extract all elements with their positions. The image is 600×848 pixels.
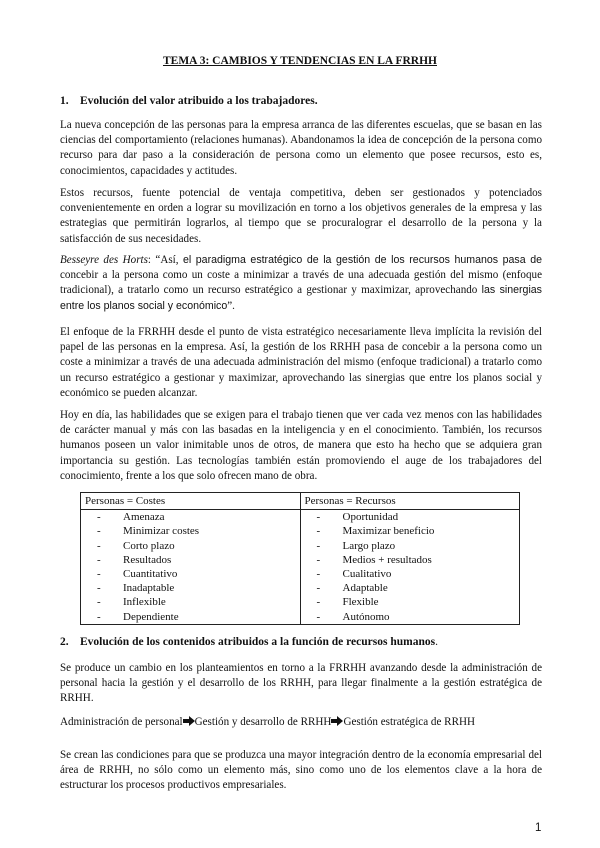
paragraph-2: Estos recursos, fuente potencial de ventaja competitiva, deben ser gestionados y potenciados convenientemente en orden a lograr su movilización en torno a los objetivos generales de la empresa y las estrategias que permitirán lograrlos, al tiempo que se procuralograr el desarrollo de la persona y la satisfacción de sus necesidades. xyxy=(60,187,542,245)
section-1-heading xyxy=(60,95,318,107)
list-dash: - xyxy=(316,511,321,524)
page-number: 1 xyxy=(535,822,542,834)
section-2-paragraph-1: Se produce un cambio en los planteamientos en torno a la FRRHH avanzando desde la administración de personal hacia la gestión y el desarrollo de los RRHH, para llegar finalmente a la gestión estratégica de RRHH. xyxy=(60,662,542,705)
table-list-item xyxy=(85,581,296,595)
section-2-heading-end: . xyxy=(435,636,438,648)
list-dash: - xyxy=(97,511,101,524)
list-dash: - xyxy=(316,553,321,566)
list-item-text: Oportunidad xyxy=(342,511,399,524)
section-2-heading-text: Evolución de los contenidos atribuidos a la función de recursos humanos xyxy=(80,636,436,648)
table-list-item xyxy=(305,595,516,609)
page-title: TEMA 3: CAMBIOS Y TENDENCIAS EN LA FRRHH xyxy=(162,55,437,67)
list-dash: - xyxy=(97,539,101,552)
list-dash: - xyxy=(316,525,321,538)
section-1-heading-text: Evolución del valor atribuido a los trabajadores. xyxy=(80,95,318,107)
paragraph-1: La nueva concepción de las personas para la empresa arranca de las diferentes escuelas, que se basan en las ciencias del comportamiento (relaciones humanas). Abandonamos la idea de concepción de la persona como recurso para dar paso a la consideración de persona como un elemento que posee recursos, esto es, conocimientos, capacidades y actitudes. xyxy=(60,119,542,177)
list-item-text: Maximizar beneficio xyxy=(342,525,435,538)
list-dash: - xyxy=(316,568,321,581)
table-list-item xyxy=(305,610,516,624)
list-item-text: Inadaptable xyxy=(123,582,175,595)
section-2-paragraph-2: Se crean las condiciones para que se produzca una mayor integración dentro de la economía empresarial del área de RRHH, no sólo como un elemento más, sino como uno de los elementos clave a la hora de estructurar los procesos productivos empresariales. xyxy=(60,749,542,792)
recursos-column xyxy=(300,510,520,625)
table-list-item xyxy=(85,510,296,524)
list-item-text: Cuantitativo xyxy=(123,568,178,581)
list-dash: - xyxy=(97,568,101,581)
list-dash: - xyxy=(316,539,321,552)
comparison-table xyxy=(80,492,520,625)
quote-body: concebir a la persona como un coste a minimizar a través de una adecuada gestión del mismo (enfoque tradicional), a tratarlo como un recurso estratégico a gestionar y maximizar, aprovechando xyxy=(60,269,542,297)
flow-line xyxy=(60,715,542,730)
list-item-text: Cualitativo xyxy=(342,568,392,581)
table-list-item xyxy=(305,539,516,553)
list-dash: - xyxy=(97,582,101,595)
section-2-number: 2. xyxy=(60,636,69,648)
arrow-right-icon xyxy=(331,715,343,727)
list-item-text: Resultados xyxy=(123,553,172,566)
flow-step-3: Gestión estratégica de RRHH xyxy=(343,716,475,728)
table-list-item xyxy=(85,524,296,538)
paragraph-4: El enfoque de la FRRHH desde el punto de vista estratégico necesariamente lleva implícita la revisión del papel de las personas en la empresa. Así, la gestión de los RRHH pasa de concebir a la persona como un coste a minimizar a través de una adecuada administración del mismo (enfoque tradicional) a tratarlo como un recurso estratégico a gestionar y maximizar, aprovechando las sinergias que entre los planos social y económico se pueden alcanzar. xyxy=(60,326,542,399)
section-2-heading xyxy=(60,636,438,648)
table-body-row xyxy=(81,510,520,625)
flow-step-1: Administración de personal xyxy=(60,716,183,728)
table-list-item xyxy=(85,553,296,567)
list-dash: - xyxy=(97,596,101,609)
list-dash: - xyxy=(97,553,101,566)
arrow-right-icon xyxy=(183,715,195,727)
costes-column xyxy=(81,510,301,625)
list-dash: - xyxy=(97,525,101,538)
list-dash: - xyxy=(97,610,101,623)
quote-highlight-1: el paradigma estratégico de la gestión de los recursos humanos pasa de xyxy=(182,254,542,266)
table-header-costes: Personas = Costes xyxy=(81,493,301,510)
quote-paragraph xyxy=(60,253,542,314)
flow-step-2: Gestión y desarrollo de RRHH xyxy=(194,716,332,728)
table-list-item xyxy=(305,581,516,595)
list-dash: - xyxy=(316,596,321,609)
list-item-text: Minimizar costes xyxy=(123,525,200,538)
list-item-text: Flexible xyxy=(342,596,379,609)
list-item-text: Amenaza xyxy=(123,511,165,524)
paragraph-5: Hoy en día, las habilidades que se exigen para el trabajo tienen que ver cada vez menos con las habilidades de carácter manual y más con las basadas en la inteligencia y en el conocimiento. También, los recursos humanos poseen un valor inimitable unos de otros, de manera que esto ha hecho que se adquiera gran importancia su gestión. Las tecnologías también están promoviendo el auge de los trabajadores del conocimiento, frente a los que solo ofrecen mano de obra. xyxy=(60,409,542,482)
section-1-number: 1. xyxy=(60,95,69,107)
table-header-recursos: Personas = Recursos xyxy=(300,493,520,510)
list-item-text: Dependiente xyxy=(123,610,179,623)
table-list-item xyxy=(305,567,516,581)
list-item-text: Inflexible xyxy=(123,596,166,609)
table-list-item xyxy=(85,610,296,624)
list-item-text: Corto plazo xyxy=(123,539,175,552)
list-item-text: Largo plazo xyxy=(342,539,396,552)
list-dash: - xyxy=(316,582,321,595)
table-header-row xyxy=(81,493,520,510)
table-list-item xyxy=(305,553,516,567)
quote-highlight-2: las sinergias entre los planos social y económico xyxy=(60,284,542,312)
list-item-text: Autónomo xyxy=(342,610,390,623)
table-list-item xyxy=(85,595,296,609)
list-item-text: Adaptable xyxy=(342,582,388,595)
quote-author: Besseyre des Horts xyxy=(60,254,148,266)
table-list-item xyxy=(305,524,516,538)
quote-end: ”. xyxy=(227,299,235,312)
list-item-text: Medios + resultados xyxy=(342,553,432,566)
table-list-item xyxy=(85,567,296,581)
table-list-item xyxy=(85,539,296,553)
list-dash: - xyxy=(316,610,321,623)
quote-lead: : “Así, xyxy=(147,254,183,266)
table-list-item xyxy=(305,510,516,524)
